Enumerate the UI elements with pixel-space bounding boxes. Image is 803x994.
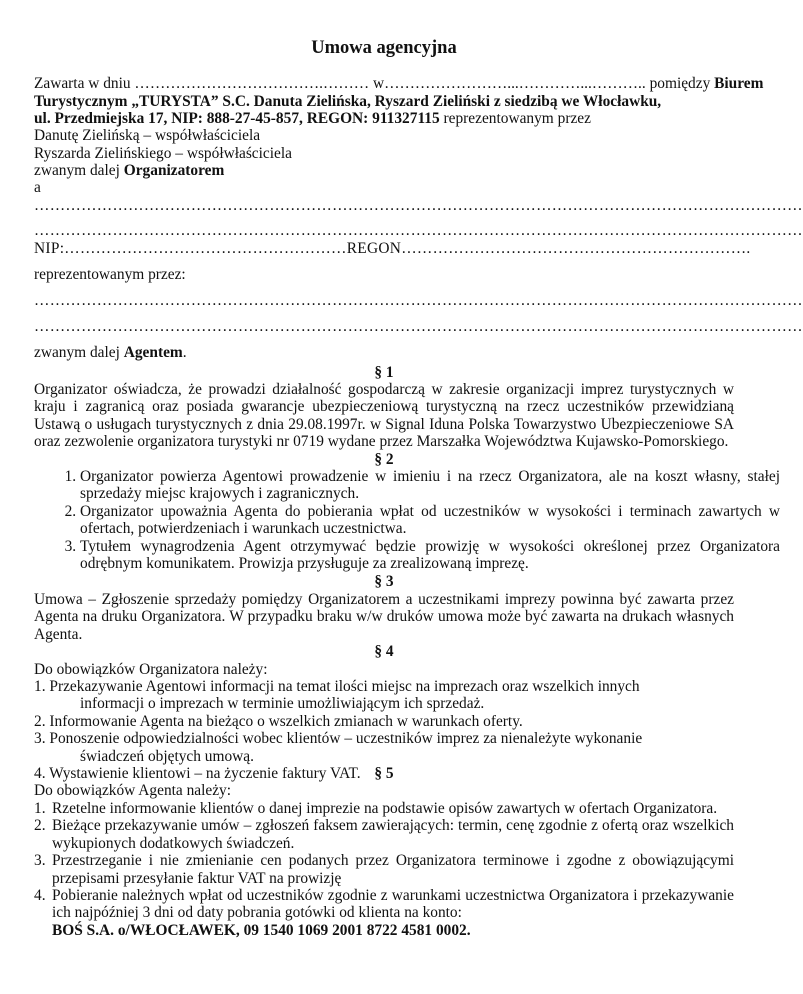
- representative-2: Ryszarda Zielińskiego – współwłaściciela: [34, 145, 292, 162]
- section-4-item: [34, 730, 734, 747]
- section-1-text: Organizator oświadcza, że prowadzi działalność gospodarczą w zakresie organizacji imprez turystycznych w kraju i zagranicą oraz posiada gwarancje ubezpieczeniową turystyczną na rzecz uczestników przewidzianą Ustawą o usługach turystycznych z dnia 29.08.1997r. w Signal Iduna Polska Towarzystwo Ubezpieczeniowe SA oraz zezwolenie organizatora turystyki nr 0719 wydane przez Marszałka Województwa Kujawsko-Pomorskiego.: [34, 381, 734, 451]
- section-2-item: 3. Tytułem wynagrodzenia Agent otrzymywać będzie prowizję w wysokości określonej przez Organizatora odrębnym komunikatem. Prowizja przysługuje za zrealizowaną imprezę.: [80, 538, 780, 573]
- item-number: 2.: [34, 712, 46, 730]
- organizer-name: Turystycznym „TURYSTA” S.C. Danuta Zielińska, Ryszard Zieliński z siedzibą we Włocławku,: [34, 93, 662, 110]
- item-number: 3.: [34, 852, 46, 870]
- agent-alias: [34, 344, 734, 361]
- item-text: Wystawienie klientowi – na życzenie faktury VAT.: [49, 765, 361, 783]
- organizer-represented: reprezentowanym przez: [439, 110, 591, 127]
- item-number: 3.: [34, 730, 46, 748]
- agent-alias-prefix: zwanym dalej: [34, 344, 124, 361]
- item-number: 2.: [34, 817, 46, 835]
- agent-alias-name: Agentem: [123, 344, 183, 361]
- item-text: Rzetelne informowanie klientów o danej imprezie na podstawie opisów zawartych w ofertach Organizatora.: [52, 800, 718, 817]
- item-text: Przekazywanie Agentowi informacji na temat ilości miejsc na imprezach oraz wszelkich innych: [49, 678, 640, 695]
- section-5-heading: § 5: [374, 765, 394, 782]
- agent-represented-label: reprezentowanym przez:: [34, 266, 186, 283]
- item-number: 1.: [34, 678, 46, 695]
- bank-account: BOŚ S.A. o/WŁOCŁAWEK, 09 1540 1069 2001 8722 4581 0002.: [52, 921, 471, 939]
- item-text: Przestrzeganie i nie zmienianie cen podanych przez Organizatora terminowe i zgodne z obowiązującymi przepisami przesyłanie faktur VAT na prowizję: [52, 852, 734, 887]
- intro-line-2: [34, 93, 734, 110]
- section-5-lead: Do obowiązków Agenta należy:: [34, 782, 232, 799]
- section-5-item: [34, 817, 734, 852]
- agent-name-blank-2: …………………………………………………………………………………………………………………………………: [34, 222, 803, 239]
- section-4-heading: § 4: [374, 643, 394, 660]
- item-number: 4.: [34, 765, 46, 783]
- section-2-heading: § 2: [374, 451, 394, 468]
- section-3-text: Umowa – Zgłoszenie sprzedaży pomiędzy Organizatorem a uczestnikami imprezy powinna być zawarta przez Agenta na druku Organizatora. W przypadku braku w/w druków umowa może być zawarta na drukach własnych Agenta.: [34, 591, 734, 643]
- item-text: Ponoszenie odpowiedzialności wobec klientów – uczestników imprez za nienależyte wykonanie: [49, 730, 643, 748]
- section-5-item: [34, 852, 734, 887]
- representative-1: Danutę Zielińską – współwłaściciela: [34, 127, 261, 144]
- section-5-item: [34, 887, 734, 922]
- section-4-lead: Do obowiązków Organizatora należy:: [34, 661, 268, 678]
- item-number: 4.: [34, 887, 46, 905]
- section-4-item: [34, 678, 734, 695]
- intro-line-3: [34, 110, 734, 127]
- organizer-alias-name: Organizatorem: [123, 162, 225, 179]
- section-2-item: 2. Organizator upoważnia Agenta do pobierania wpłat od uczestników w wysokości i terminach zawartych w ofertach, potwierdzeniach i warunkach uczestnictwa.: [80, 503, 780, 538]
- item-text: Informowanie Agenta na bieżąco o wszelkich zmianach w warunkach oferty.: [49, 712, 523, 730]
- section-2-item: 1. Organizator powierza Agentowi prowadzenie w imieniu i na rzecz Organizatora, ale na koszt własny, stałej sprzedaży miejsc krajowych i zagranicznych.: [80, 468, 780, 503]
- agent-rep-blank-2: …………………………………………………………………………………………………………………………………: [34, 318, 803, 335]
- section-4-item-cont: informacji o imprezach w terminie umożliwiającym ich sprzedaż.: [80, 695, 485, 713]
- section-1-heading: § 1: [374, 364, 394, 381]
- agent-name-blank-1: …………………………………………………………………………………………………………………………………: [34, 197, 803, 214]
- item-text: Bieżące przekazywanie umów – zgłoszeń faksem zawierających: termin, cenę zgodnie z ofertą oraz wszelkich wykupionych dodatkowych świadczeń.: [52, 817, 734, 852]
- organizer-alias: [34, 162, 734, 179]
- section-5-list: [34, 800, 734, 939]
- intro-line-1: [34, 75, 764, 92]
- intro-date-place: Zawarta w dniu ……………………………….……… w……………………...…………...……….. pomiędzy: [34, 75, 715, 92]
- intro-biurem: Biurem: [714, 75, 764, 92]
- section-4-item-cont: świadczeń objętych umową.: [80, 747, 254, 765]
- item-number: 1.: [34, 800, 46, 817]
- agent-nip-regon-line: NIP:………………………………………………REGON………………………………………………………….: [34, 240, 751, 257]
- organizer-alias-prefix: zwanym dalej: [34, 162, 124, 179]
- section-2-list: [34, 468, 780, 572]
- section-3-heading: § 3: [374, 573, 394, 590]
- organizer-address: ul. Przedmiejska 17, NIP: 888-27-45-857, REGON: 911327115: [34, 110, 440, 127]
- agent-rep-blank-1: …………………………………………………………………………………………………………………………………: [34, 292, 803, 309]
- item-text: Pobieranie należnych wpłat od uczestników zgodnie z warunkami uczestnictwa Organizatora i przekazywanie ich najpóźniej 3 dni od daty pobrania gotówki od klienta na konto:: [52, 887, 734, 922]
- agent-alias-period: .: [182, 344, 187, 361]
- conjunction-a: a: [34, 179, 41, 196]
- section-5-item: [34, 800, 734, 817]
- document-title: Umowa agencyjna: [311, 38, 457, 58]
- section-4-item: [34, 713, 734, 730]
